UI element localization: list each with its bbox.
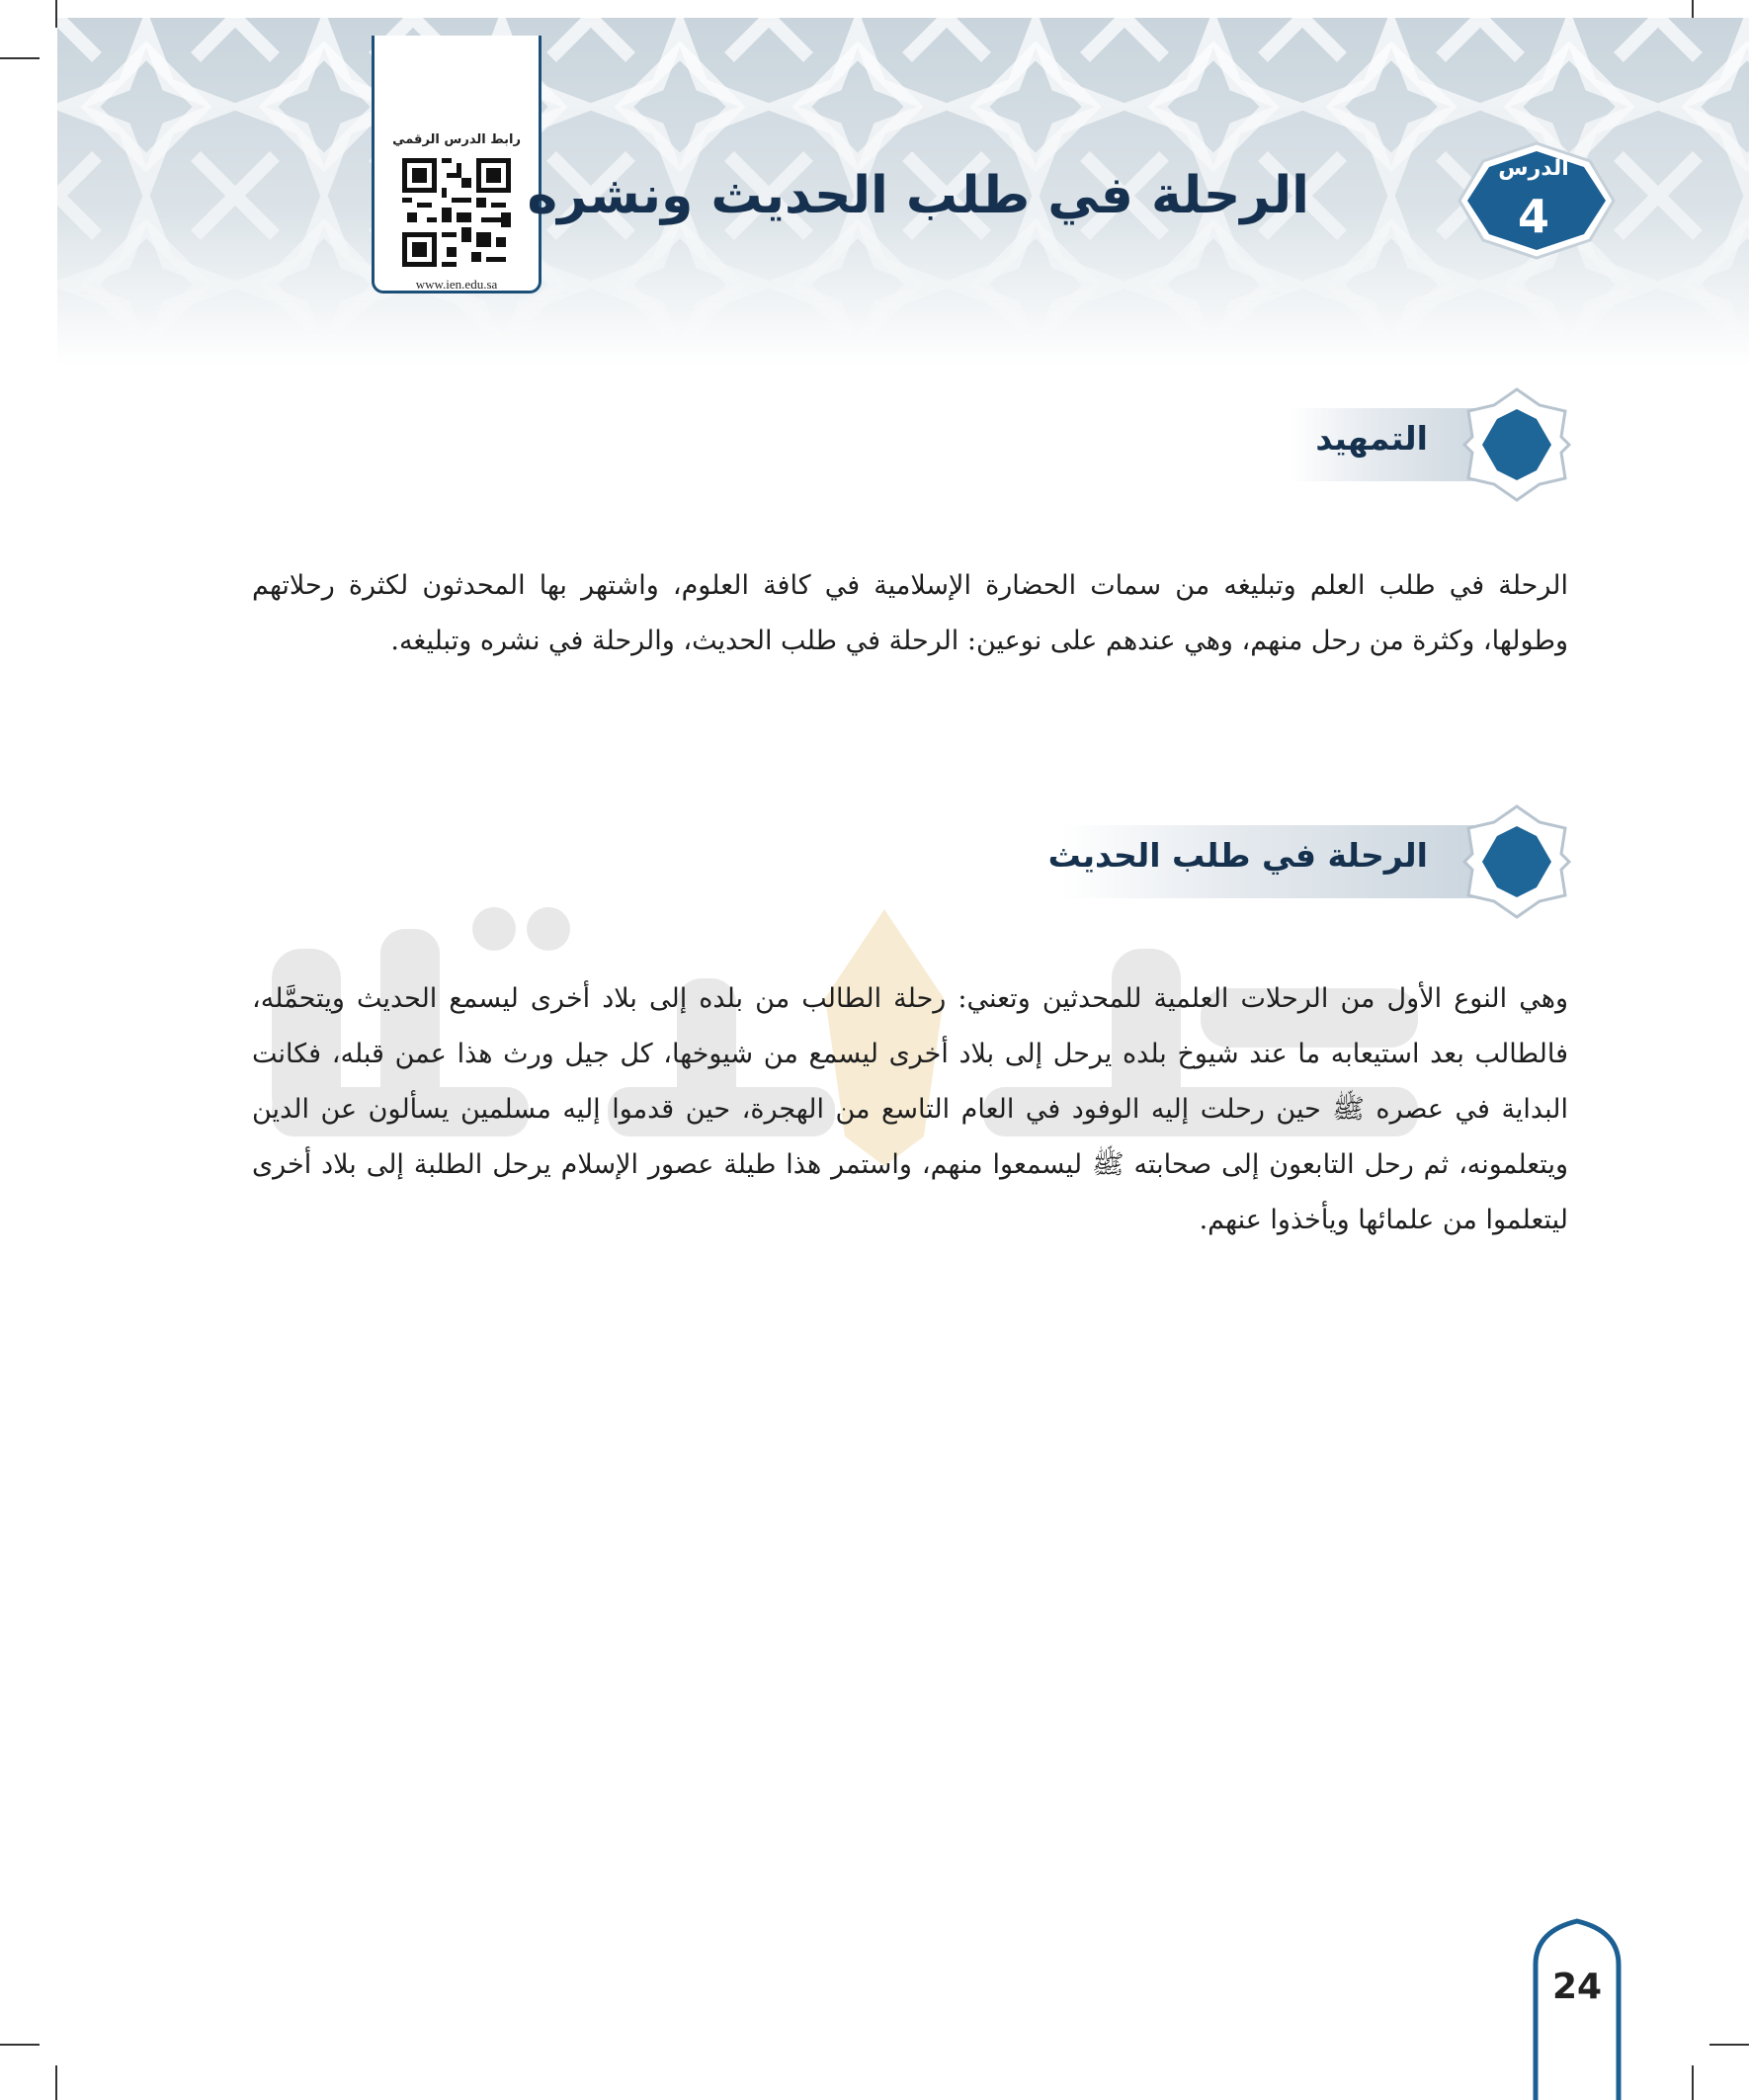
section-emblem-icon [1462, 387, 1571, 502]
qr-label: رابط الدرس الرقمي [392, 132, 521, 147]
section-paragraph: وهي النوع الأول من الرحلات العلمية للمحدثين وتعني: رحلة الطالب من بلده إلى بلاد أخرى ليسمع الحديث ويتحمَّله، فالطالب بعد استيعابه ما عند شيوخ بلده يرحل إلى بلاد أخرى ليسمع من شيوخها، كل جيل ورث هذا عمن قبله، فكانت البداية في عصره ﷺ حين رحلت إليه الوفود في العام التاسع من الهجرة، حين قدموا إليه مسلمين يسألون عن الدين ويتعلمونه، ثم رحل التابعون إلى صحابته ﷺ ليسمعوا منهم، واستمر هذا طيلة عصور الإسلام يرحل الطلبة إلى بلاد أخرى ليتعلموا من علمائها ويأخذوا عنهم. [252, 983, 1568, 1235]
section-title: التمهيد [1315, 419, 1428, 458]
qr-code[interactable] [402, 158, 511, 267]
lesson-badge-number: 4 [1517, 190, 1549, 243]
qr-card[interactable] [372, 36, 541, 294]
crop-mark [1692, 2065, 1694, 2100]
crop-mark [0, 2044, 40, 2046]
qr-url[interactable]: www.ien.edu.sa [415, 277, 498, 292]
section-title: الرحلة في طلب الحديث [1047, 836, 1428, 875]
page-number-frame [1530, 1917, 1624, 2100]
page-number: 24 [1551, 1967, 1603, 2007]
crop-mark [0, 57, 40, 59]
crop-mark [55, 2065, 57, 2100]
lesson-title: الرحلة في طلب الحديث ونشره [527, 166, 1309, 225]
section-paragraph: الرحلة في طلب العلم وتبليغه من سمات الحضارة الإسلامية في كافة العلوم، واشتهر بها المحدثون لكثرة رحلاتهم وطولها، وكثرة من رحل منهم، وهي عندهم على نوعين: الرحلة في طلب الحديث، والرحلة في نشره وتبليغه. [252, 570, 1568, 656]
crop-mark [1709, 2044, 1749, 2046]
lesson-badge-label: الدرس [1498, 156, 1569, 181]
